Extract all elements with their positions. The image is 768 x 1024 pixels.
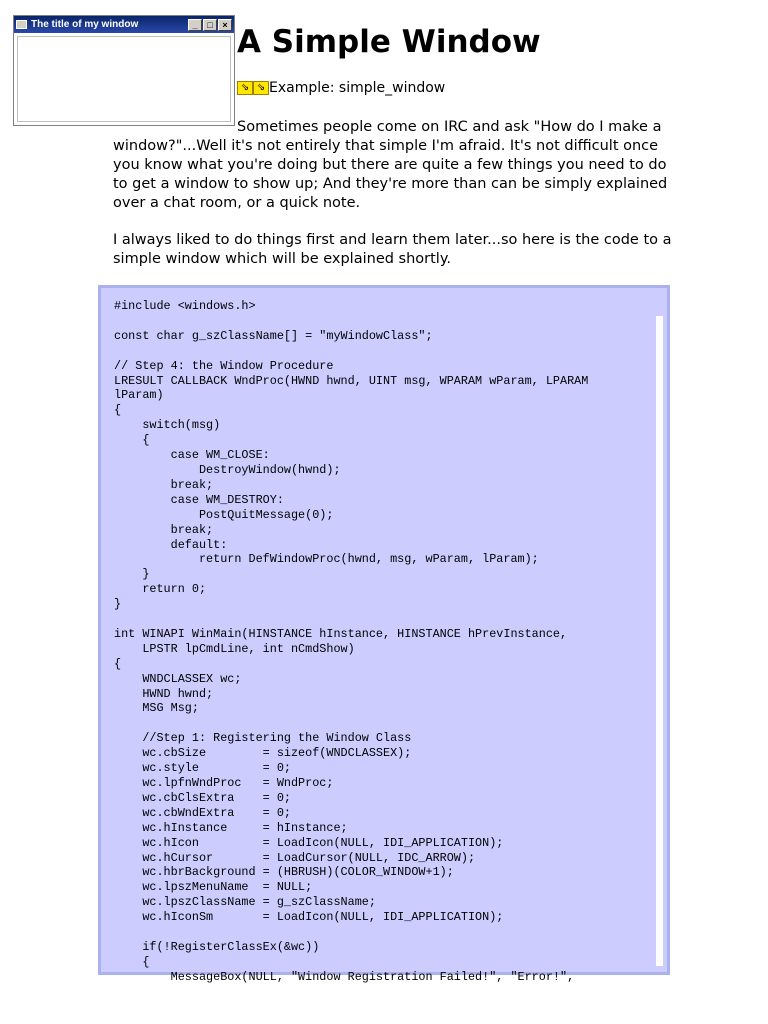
demo-window-screenshot (13, 15, 235, 126)
demo-window-title: The title of my window (31, 19, 139, 30)
intro-paragraph: Sometimes people come on IRC and ask "How do I make a window?"...Well it's not entirely that simple I'm afraid. It's not difficult once you know what you're doing but there are quite a few things you need to do to get a window to show up; And they're more than can be simply explained over a chat room, or a quick note. (113, 119, 668, 211)
maximize-icon: □ (203, 19, 217, 31)
zip-file-icon[interactable]: ⇘ (237, 81, 253, 95)
example-link[interactable] (237, 80, 445, 96)
close-icon: × (218, 19, 232, 31)
window-system-icon (16, 20, 27, 29)
code-listing: #include <windows.h> const char g_szClassName[] = "myWindowClass"; // Step 4: the Window Procedure LRESULT CALLBACK WndProc(HWND hwnd, UINT msg, WPARAM wParam, LPARAM lParam) { switch(msg) { case WM_CLOSE: DestroyWindow(hwnd); break; case WM_DESTROY: PostQuitMessage(0); break; default: return DefWindowProc(hwnd, msg, wParam, lParam); } return 0; } int WINAPI WinMain(HINSTANCE hInstance, HINSTANCE hPrevInstance, LPSTR lpCmdLine, int nCmdShow) { WNDCLASSEX wc; HWND hwnd; MSG Msg; //Step 1: Registering the Window Class wc.cbSize = sizeof(WNDCLASSEX); wc.style = 0; wc.lpfnWndProc = WndProc; wc.cbClsExtra = 0; wc.cbWndExtra = 0; wc.hInstance = hInstance; wc.hIcon = LoadIcon(NULL, IDI_APPLICATION); wc.hCursor = LoadCursor(NULL, IDC_ARROW); wc.hbrBackground = (HBRUSH)(COLOR_WINDOW+1); wc.lpszMenuName = NULL; wc.lpszClassName = g_szClassName; wc.hIconSm = LoadIcon(NULL, IDI_APPLICATION); if(!RegisterClassEx(&wc)) { MessageBox(NULL, "Window Registration Failed!", "Error!", (114, 299, 589, 984)
demo-window-client-area (17, 36, 231, 122)
zip-file-icon[interactable]: ⇘ (253, 81, 269, 95)
second-paragraph: I always liked to do things first and learn them later...so here is the code to a simple window which will be explained shortly. (113, 232, 672, 267)
page-title: A Simple Window (237, 24, 541, 60)
example-label[interactable]: Example: simple_window (269, 80, 446, 96)
code-scrollbar[interactable] (656, 316, 663, 966)
code-block (98, 285, 670, 984)
demo-window-titlebar (14, 16, 234, 33)
minimize-icon: _ (188, 19, 202, 31)
